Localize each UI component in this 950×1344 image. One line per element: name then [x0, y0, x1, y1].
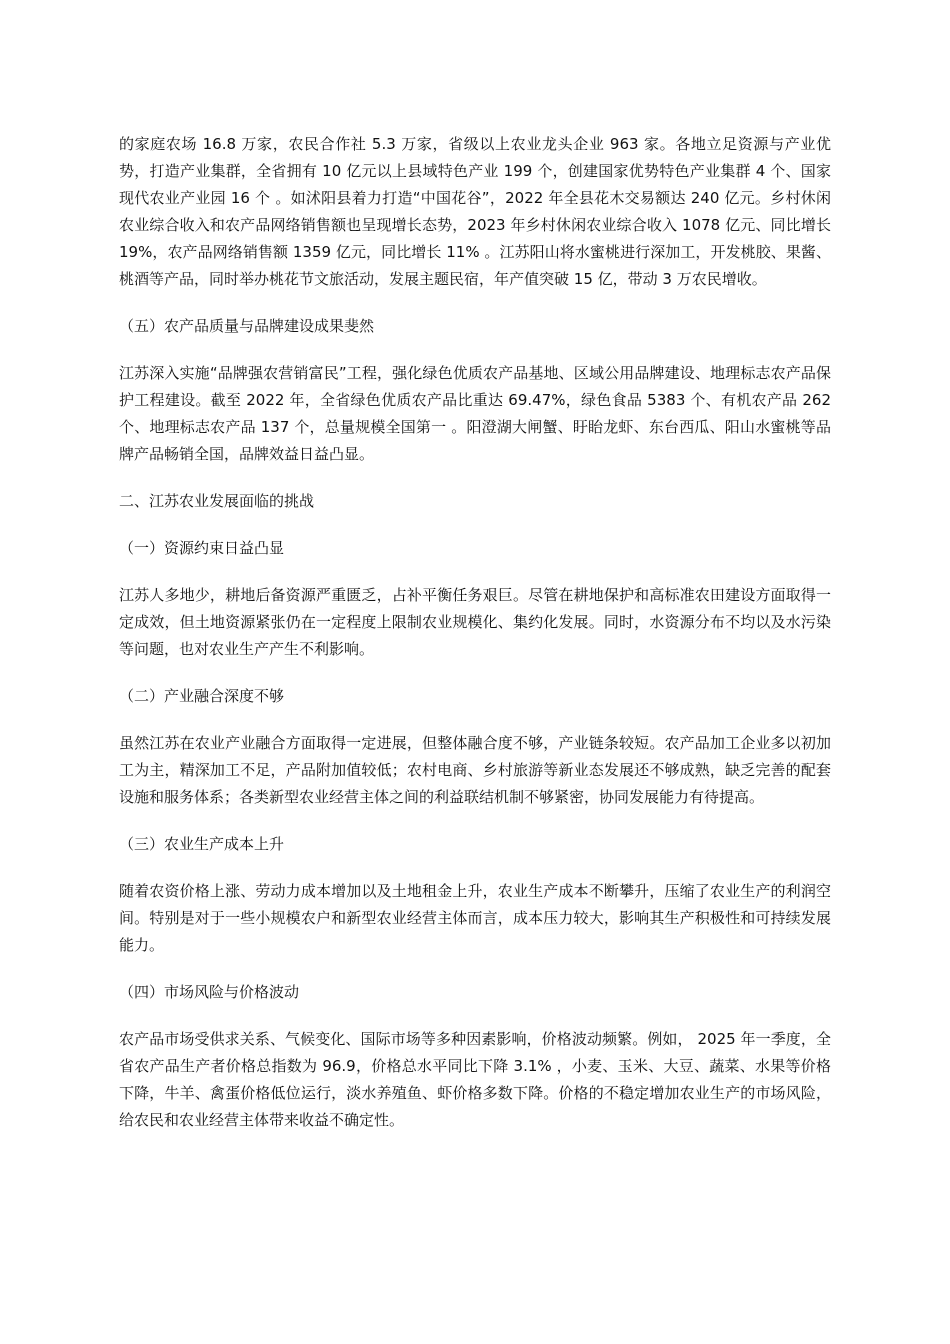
paragraph-agri-industry-development: 的家庭农场 16.8 万家，农民合作社 5.3 万家，省级以上农业龙头企业 963 家。各地立足资源与产业优势，打造产业集群，全省拥有 10 亿元以上县域特色产业 199 个，创建国家优势特色产业集群 4 个、国家现代农业产业园 16 个 。如沭阳县着力打造“中国花谷”，2022 年全县花木交易额达 240 亿元。乡村休闲农业综合收入和农产品网络销售额也呈现增长态势，2023 年乡村休闲农业综合收入 1078 亿元、同比增长 19%，农产品网络销售额 1359 亿元，同比增长 11% 。江苏阳山将水蜜桃进行深加工，开发桃胶、果酱、桃酒等产品，同时举办桃花节文旅活动，发展主题民宿，年产值突破 15 亿，带动 3 万农民增收。 — [119, 135, 831, 288]
section-heading-production-cost: （三）农业生产成本上升 — [119, 835, 285, 853]
section-heading-industry-integration: （二）产业融合深度不够 — [119, 687, 285, 705]
document-body — [119, 131, 831, 1134]
paragraph-industry-integration: 虽然江苏在农业产业融合方面取得一定进展，但整体融合度不够，产业链条较短。农产品加工企业多以初加工为主，精深加工不足，产品附加值较低；农村电商、乡村旅游等新业态发展还不够成熟，缺乏完善的配套设施和服务体系；各类新型农业经营主体之间的利益联结机制不够紧密，协同发展能力有待提高。 — [119, 734, 831, 806]
chapter-heading-challenges: 二、江苏农业发展面临的挑战 — [119, 492, 315, 510]
paragraph-resource-constraints: 江苏人多地少，耕地后备资源严重匮乏，占补平衡任务艰巨。尽管在耕地保护和高标准农田建设方面取得一定成效，但土地资源紧张仍在一定程度上限制农业规模化、集约化发展。同时，水资源分布不均以及水污染等问题，也对农业生产产生不利影响。 — [119, 586, 831, 658]
section-heading-market-risk: （四）市场风险与价格波动 — [119, 983, 300, 1001]
paragraph-production-cost: 随着农资价格上涨、劳动力成本增加以及土地租金上升，农业生产成本不断攀升，压缩了农业生产的利润空间。特别是对于一些小规模农户和新型农业经营主体而言，成本压力较大，影响其生产积极性和可持续发展能力。 — [119, 882, 831, 954]
section-heading-resource-constraints: （一）资源约束日益凸显 — [119, 539, 285, 557]
paragraph-market-risk: 农产品市场受供求关系、气候变化、国际市场等多种因素影响，价格波动频繁。例如， 2025 年一季度，全省农产品生产者价格总指数为 96.9，价格总水平同比下降 3.1% ，小麦、玉米、大豆、蔬菜、水果等价格下降，牛羊、禽蛋价格低位运行，淡水养殖鱼、虾价格多数下降。价格的不稳定增加农业生产的市场风险，给农民和农业经营主体带来收益不确定性。 — [119, 1030, 831, 1129]
paragraph-brand-building: 江苏深入实施“品牌强农营销富民”工程，强化绿色优质农产品基地、区域公用品牌建设、地理标志农产品保护工程建设。截至 2022 年，全省绿色优质农产品比重达 69.47%，绿色食品 5383 个、有机农产品 262 个、地理标志农产品 137 个，总量规模全国第一 。阳澄湖大闸蟹、盱眙龙虾、东台西瓜、阳山水蜜桃等品牌产品畅销全国，品牌效益日益凸显。 — [119, 364, 831, 463]
section-heading-quality-brand: （五）农产品质量与品牌建设成果斐然 — [119, 317, 375, 335]
